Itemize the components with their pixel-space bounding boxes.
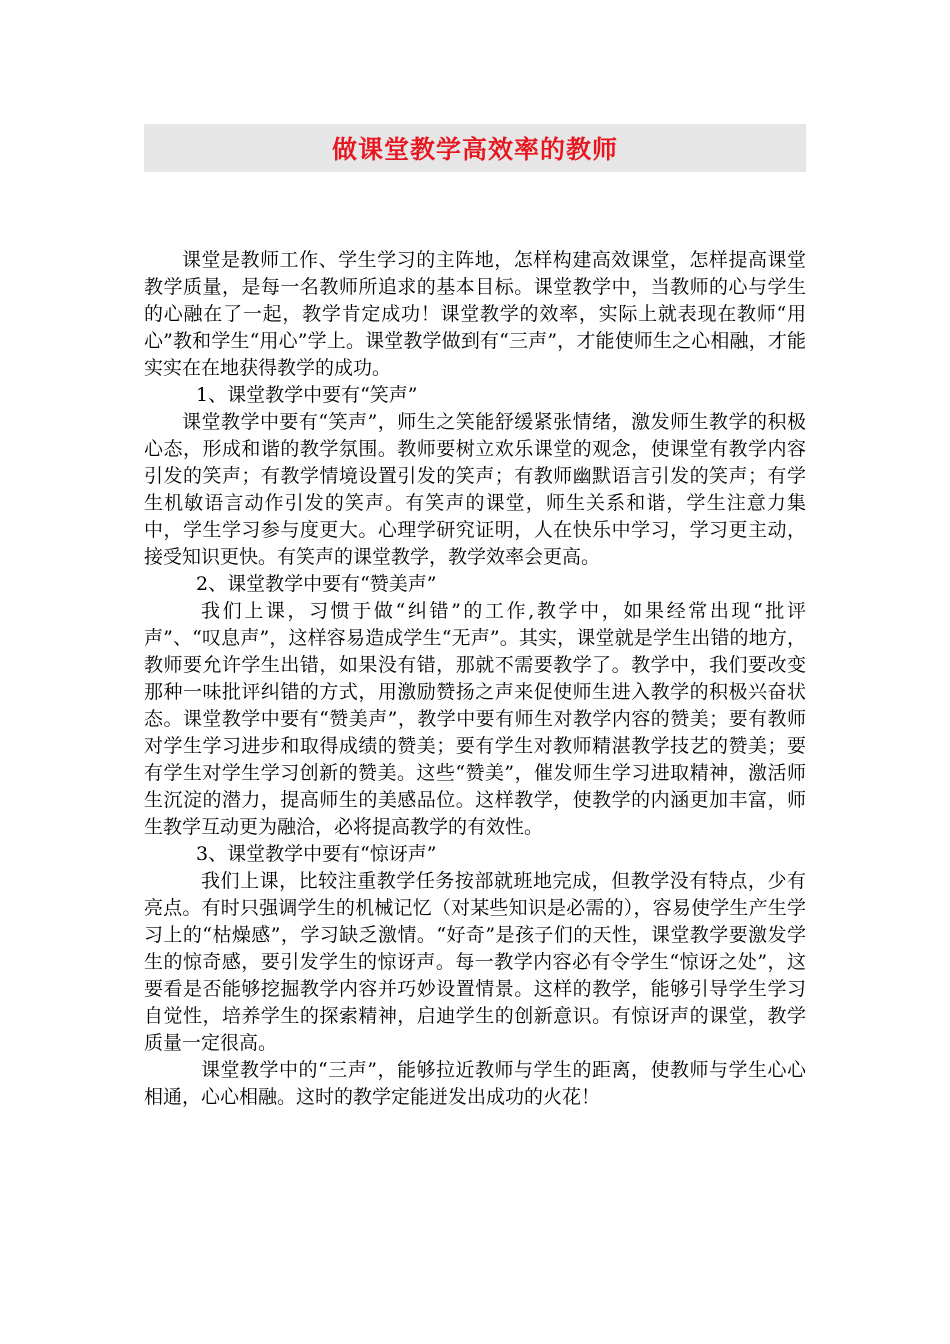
document-title: 做课堂教学高效率的教师 — [331, 135, 618, 164]
section-heading-laughter: 1、课堂教学中要有“笑声” — [196, 384, 418, 406]
conclusion-paragraph: 课堂教学中的“三声”，能够拉近教师与学生的距离，使教师与学生心心相通，心心相融。这时的教学定能迸发出成功的火花！ — [144, 1059, 806, 1108]
section-heading-praise: 2、课堂教学中要有“赞美声” — [196, 573, 437, 595]
paragraph-praise: 我们上课，习惯于做“纠错”的工作,教学中，如果经常出现“批评声”、“叹息声”，这样容易造成学生“无声”。其实，课堂就是学生出错的地方，教师要允许学生出错，如果没有错，那就不需要教学了。教学中，我们要改变那种一味批评纠错的方式，用激励赞扬之声来促使师生进入教学的积极兴奋状态。课堂教学中要有“赞美声”，教学中要有师生对教学内容的赞美；要有教师对学生学习进步和取得成绩的赞美；要有学生对教师精湛教学技艺的赞美；要有学生对学生学习创新的赞美。这些“赞美”，催发师生学习进取精神，激活师生沉淀的潜力，提高师生的美感品位。这样教学，使教学的内涵更加丰富，师生教学互动更为融洽，必将提高教学的有效性。 — [144, 600, 806, 838]
intro-paragraph: 课堂是教师工作、学生学习的主阵地，怎样构建高效课堂，怎样提高课堂教学质量，是每一名教师所追求的基本目标。课堂教学中，当教师的心与学生的心融在了一起，教学肯定成功！课堂教学的效率，实际上就表现在教师“用心”教和学生“用心”学上。课堂教学做到有“三声”，才能使师生之心相融，才能实实在在地获得教学的成功。 — [144, 249, 806, 379]
section-heading-surprise: 3、课堂教学中要有“惊讶声” — [196, 843, 437, 865]
paragraph-surprise: 我们上课，比较注重教学任务按部就班地完成，但教学没有特点，少有亮点。有时只强调学生的机械记忆（对某些知识是必需的），容易使学生产生学习上的“枯燥感”，学习缺乏激情。“好奇”是孩子们的天性，课堂教学要激发学生的惊奇感，要引发学生的惊讶声。每一教学内容必有令学生“惊讶之处”，这要看是否能够挖掘教学内容并巧妙设置情景。这样的教学，能够引导学生学习自觉性，培养学生的探索精神，启迪学生的创新意识。有惊讶声的课堂，教学质量一定很高。 — [144, 870, 806, 1054]
title-banner — [144, 124, 806, 172]
paragraph-laughter: 课堂教学中要有“笑声”，师生之笑能舒缓紧张情绪，激发师生教学的积极心态，形成和谐的教学氛围。教师要树立欢乐课堂的观念，使课堂有教学内容引发的笑声；有教学情境设置引发的笑声；有教师幽默语言引发的笑声；有学生机敏语言动作引发的笑声。有笑声的课堂，师生关系和谐，学生注意力集中，学生学习参与度更大。心理学研究证明，人在快乐中学习，学习更主动，接受知识更快。有笑声的课堂教学，教学效率会更高。 — [144, 411, 806, 568]
document-body — [144, 247, 806, 1111]
